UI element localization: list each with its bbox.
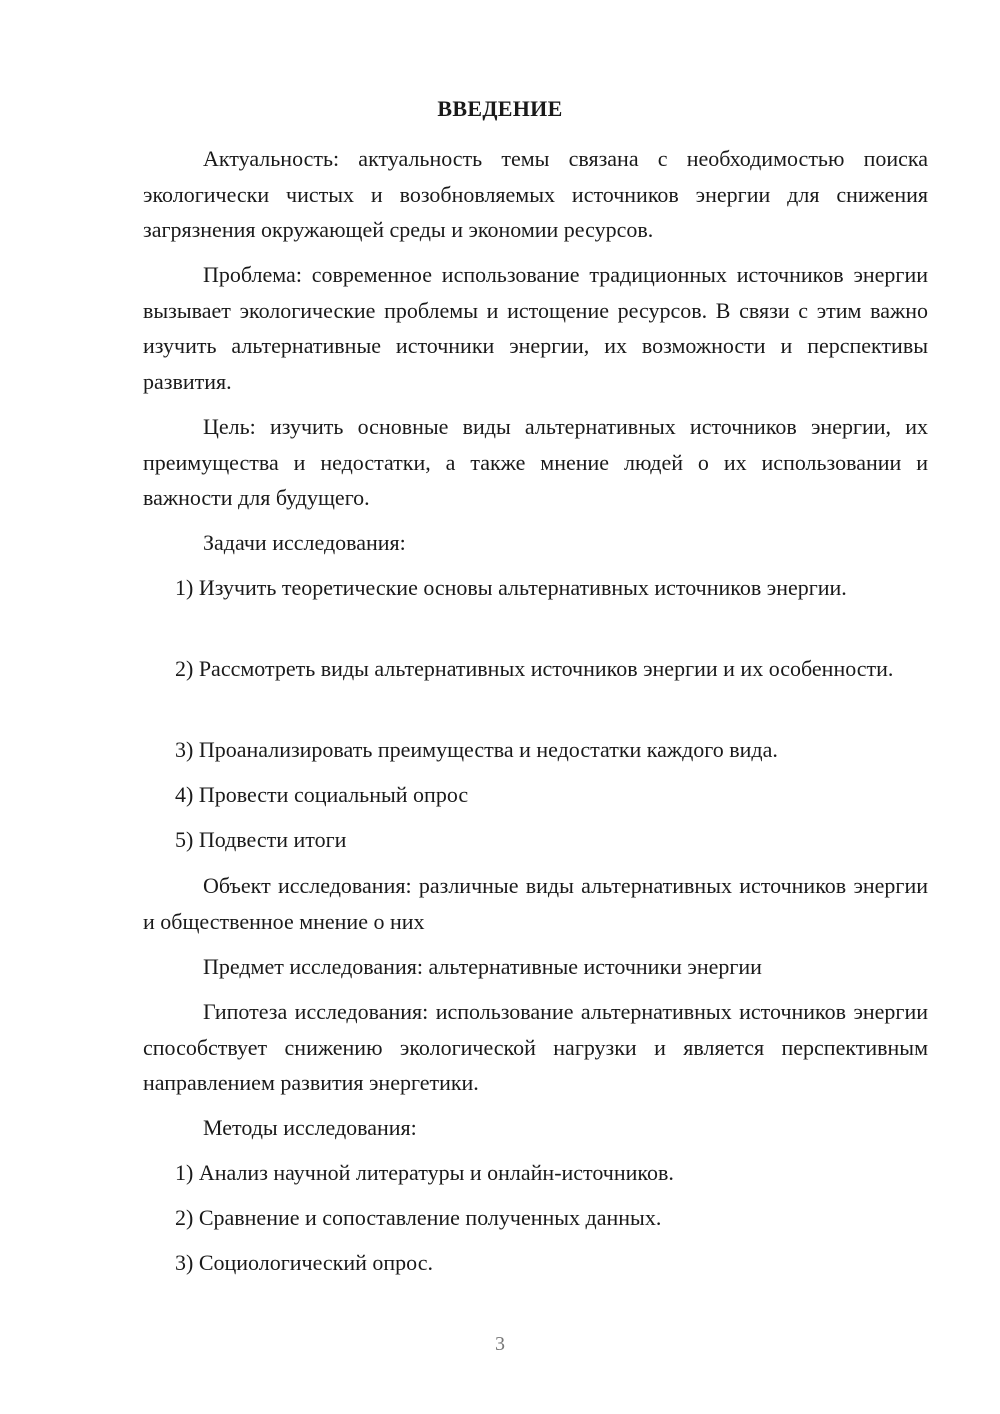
tasks-title: Задачи исследования:	[203, 530, 406, 555]
task-item-3: 3) Проанализировать преимущества и недостатки каждого вида.	[175, 737, 778, 762]
method-item-2: 2) Сравнение и сопоставление полученных данных.	[175, 1205, 662, 1230]
object-paragraph: Объект исследования: различные виды альтернативных источников энергии и общественное мнение о них	[143, 873, 928, 934]
problem-paragraph: Проблема: современное использование традиционных источников энергии вызывает экологические проблемы и истощение ресурсов. В связи с этим важно изучить альтернативные источники энергии, их возможности и перспективы развития.	[143, 262, 928, 394]
method-item-3: 3) Социологический опрос.	[175, 1250, 433, 1275]
task-item-4: 4) Провести социальный опрос	[175, 782, 469, 807]
task-item-2: 2) Рассмотреть виды альтернативных источников энергии и их особенности.	[175, 656, 894, 681]
subject-paragraph: Предмет исследования: альтернативные источники энергии	[203, 954, 762, 979]
page-number: 3	[495, 1333, 505, 1355]
hypothesis-paragraph: Гипотеза исследования: использование альтернативных источников энергии способствует снижению экологической нагрузки и является перспективным направлением развития энергетики.	[143, 999, 928, 1095]
task-item-5: 5) Подвести итоги	[175, 827, 347, 852]
page-title: ВВЕДЕНИЕ	[437, 96, 563, 121]
task-item-1: 1) Изучить теоретические основы альтернативных источников энергии.	[175, 575, 847, 600]
relevance-paragraph: Актуальность: актуальность темы связана с необходимостью поиска экологически чистых и возобновляемых источников энергии для снижения загрязнения окружающей среды и экономии ресурсов.	[143, 146, 928, 242]
methods-title: Методы исследования:	[203, 1115, 417, 1140]
goal-paragraph: Цель: изучить основные виды альтернативных источников энергии, их преимущества и недостатки, а также мнение людей о их использовании и важности для будущего.	[143, 414, 928, 510]
method-item-1: 1) Анализ научной литературы и онлайн-источников.	[175, 1160, 674, 1185]
